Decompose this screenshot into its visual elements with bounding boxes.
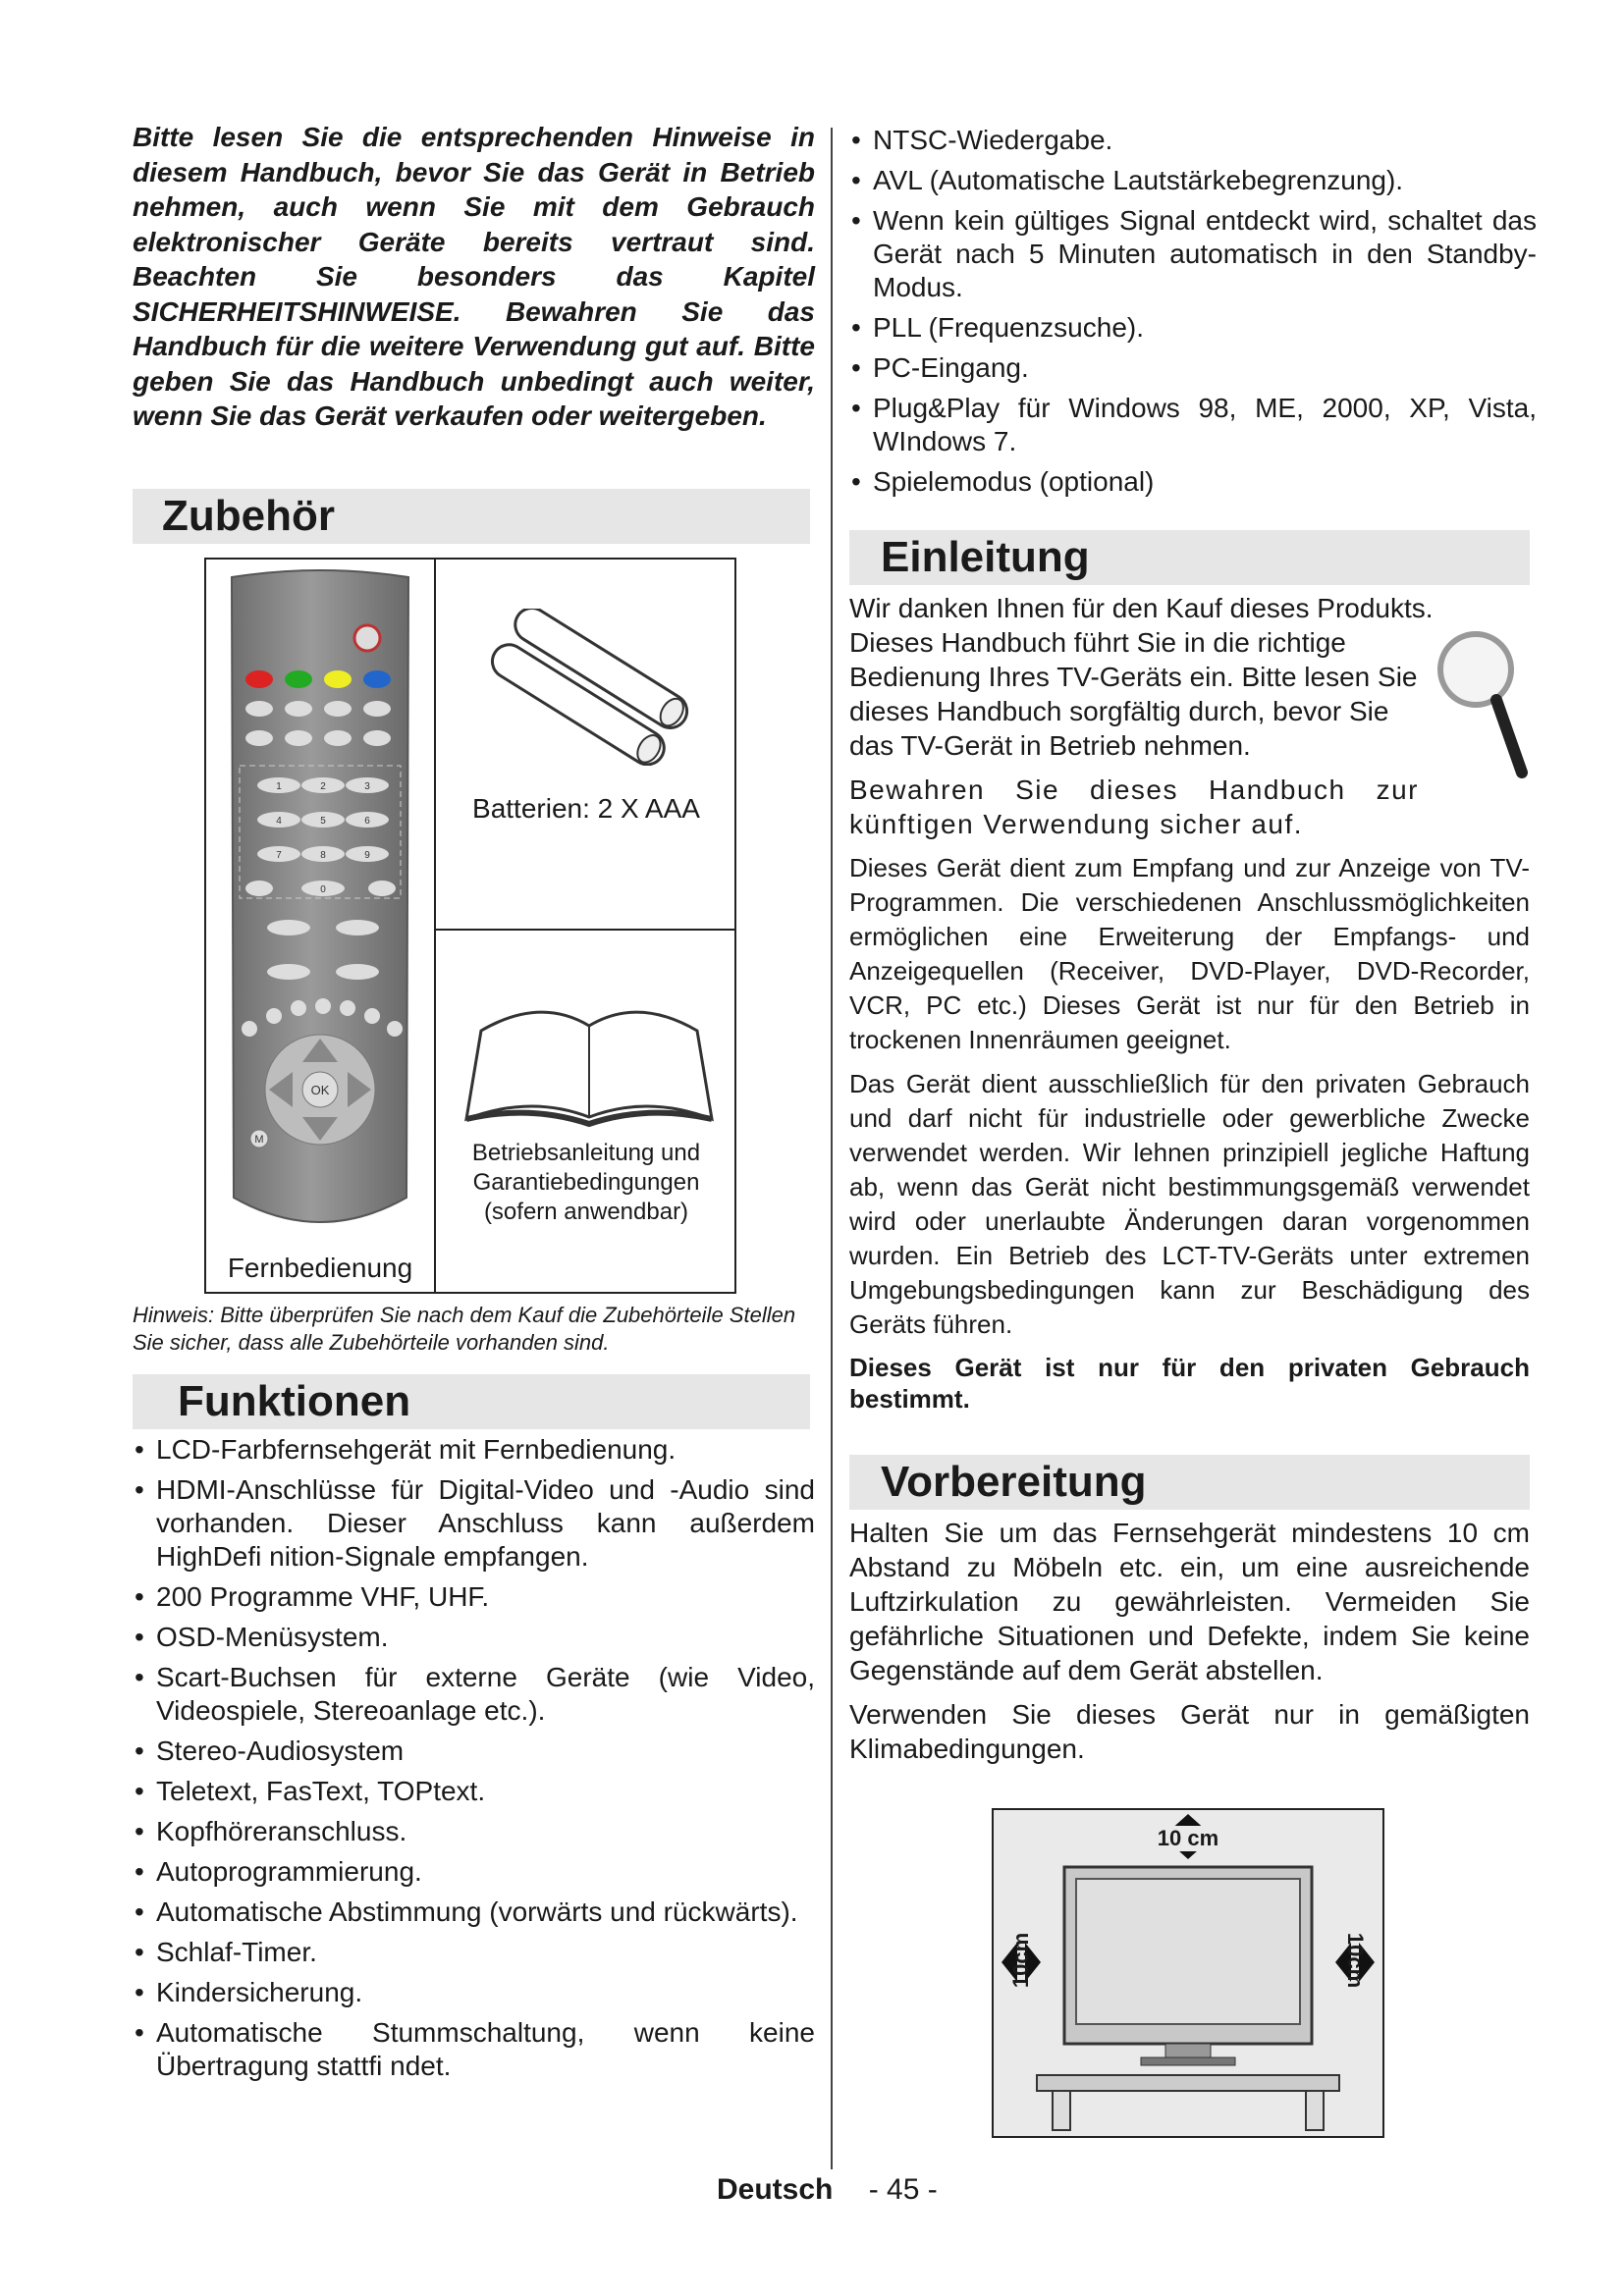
einleitung-body [849, 591, 1530, 1424]
remote-key-6: 6 [364, 816, 370, 827]
remote-key-7: 7 [276, 850, 282, 861]
list-item: • AVL (Automatische Lautstärkebegrenzung). [849, 164, 1537, 197]
list-item: • Autoprogrammierung. [133, 1855, 815, 1889]
list-item: • HDMI-Anschlüsse für Digital-Video und -Audio sind vorhanden. Dieser Anschluss kann außerdem HighDefi nition-Signale empfangen. [133, 1473, 815, 1574]
remote-label: Fernbedienung [227, 1253, 413, 1283]
vorbereitung-p2: Verwenden Sie dieses Gerät nur in gemäßigten Klimabedingungen. [849, 1699, 1530, 1764]
remote-key-9: 9 [364, 850, 370, 861]
section-title-einleitung: Einleitung [849, 530, 1530, 585]
list-item: • Kopfhöreranschluss. [133, 1815, 815, 1848]
section-title-vorbereitung: Vorbereitung [849, 1455, 1530, 1510]
tv-spacing-figure [992, 1808, 1384, 2138]
manual-illustration [461, 1001, 717, 1129]
intro-text: Bitte lesen Sie die entsprechenden Hinweise in diesem Handbuch, bevor Sie das Gerät in Betrieb nehmen, auch wenn Sie mit dem Gebrauch elektronischer Geräte bereits vertraut sind. Beachten Sie besonders das Kapitel SICHERHEITSHINWEISE. Bewahren Sie das Handbuch für die weitere Verwendung gut auf. Bitte geben Sie das Handbuch unbedingt auch weiter, wenn Sie das Gerät verkaufen oder weitergeben. [133, 122, 815, 431]
einleitung-p5: Das Gerät dient ausschließlich für den privaten Gebrauch und darf nicht für industrielle oder gewerbliche Zwecke verwendet werden. Wir lehnen prinzipiell jegliche Haftung ab, wenn das Gerät nicht bestimmungsgemäß verwendet wird oder unerlaubte Änderungen daran vorgenommen wurden. Ein Betrieb des LCT-TV-Geräts unter extremen Umgebungsbedingungen kann zur Beschädigung des Geräts führen. [849, 1069, 1530, 1339]
remote-key-4: 4 [276, 816, 282, 827]
remote-key-3: 3 [364, 781, 370, 792]
magnifier-icon [1432, 625, 1530, 782]
list-item: • Schlaf-Timer. [133, 1936, 815, 1969]
remote-m-key: M [254, 1134, 264, 1146]
list-item: • Stereo-Audiosystem [133, 1735, 815, 1768]
remote-key-0: 0 [320, 884, 326, 895]
einleitung-p2: Dieses Handbuch führt Sie in die richtige Bedienung Ihres TV-Geräts ein. Bitte lesen Sie dieses Handbuch sorgfältig durch, bevor Sie das TV-Gerät in Betrieb nehmen. [849, 627, 1418, 761]
column-divider [831, 128, 833, 2169]
accessories-hint: Hinweis: Bitte überprüfen Sie nach dem Kauf die Zubehörteile Stellen Sie sicher, dass alle Zubehörteile vorhanden sind. [133, 1303, 796, 1355]
remote-control-illustration [220, 569, 421, 1242]
list-item: • NTSC-Wiedergabe. [849, 124, 1537, 157]
einleitung-p4: Dieses Gerät dient zum Empfang und zur Anzeige von TV-Programmen. Die verschiedenen Anschlussmöglichkeiten ermöglichen eine Erweiterung der Empfangs- und Anzeigequellen (Receiver, DVD-Player, DVD-Recorder, VCR, PC etc.) Dieses Gerät ist nur für den Betrieb in trockenen Innenräumen geeignet. [849, 853, 1530, 1054]
feature-list [133, 1433, 815, 2090]
batteries-illustration [471, 609, 707, 766]
accessories-box [204, 558, 736, 1294]
list-item: • Wenn kein gültiges Signal entdeckt wird, schaltet das Gerät nach 5 Minuten automatisch in den Standby-Modus. [849, 204, 1537, 304]
distance-top-label: 10 cm [1141, 1826, 1235, 1851]
left-column [133, 120, 815, 434]
list-item: • LCD-Farbfernsehgerät mit Fernbedienung. [133, 1433, 815, 1467]
list-item: • PC-Eingang. [849, 351, 1537, 385]
section-title-funktionen: Funktionen [133, 1374, 810, 1429]
remote-key-1: 1 [276, 781, 282, 792]
list-item: • Automatische Stummschaltung, wenn keine Übertragung stattfi ndet. [133, 2016, 815, 2083]
page-number: - 45 - [868, 2173, 938, 2206]
manual-label [436, 1139, 736, 1227]
feature-list-continued [849, 124, 1537, 506]
distance-left-label: 10cm [1008, 1932, 1033, 1989]
vorbereitung-body [849, 1516, 1530, 1776]
remote-key-8: 8 [320, 850, 326, 861]
list-item: • Plug&Play für Windows 98, ME, 2000, XP, Vista, WIndows 7. [849, 392, 1537, 458]
list-item: • PLL (Frequenzsuche). [849, 311, 1537, 345]
remote-key-5: 5 [320, 816, 326, 827]
page-footer [717, 2173, 938, 2207]
vorbereitung-p1: Halten Sie um das Fernsehgerät mindestens 10 cm Abstand zu Möbeln etc. ein, um eine ausreichende Luftzirkulation zu gewährleisten. Vermeiden Sie gefährliche Situationen und Defekte, indem Sie keine Gegenstände auf dem Gerät abstellen. [849, 1518, 1530, 1685]
distance-right-label: 10cm [1343, 1932, 1368, 1989]
remote-key-2: 2 [320, 781, 326, 792]
list-item: • Teletext, FasText, TOPtext. [133, 1775, 815, 1808]
list-item: • Kindersicherung. [133, 1976, 815, 2009]
list-item: • Scart-Buchsen für externe Geräte (wie Video, Videospiele, Stereoanlage etc.). [133, 1661, 815, 1728]
einleitung-p1: Wir danken Ihnen für den Kauf dieses Produkts. [849, 593, 1434, 623]
batteries-label: Batterien: 2 X AAA [472, 793, 700, 824]
einleitung-p3: Bewahren Sie dieses Handbuch zur künftigen Verwendung sicher auf. [849, 774, 1419, 839]
list-item: • 200 Programme VHF, UHF. [133, 1580, 815, 1614]
footer-language: Deutsch [717, 2173, 834, 2206]
list-item: • Spielemodus (optional) [849, 465, 1537, 499]
remote-ok-key: OK [310, 1083, 330, 1097]
manual-label-line1: Betriebsanleitung und [471, 1140, 701, 1166]
einleitung-p6: Dieses Gerät ist nur für den privaten Gebrauch bestimmt. [849, 1353, 1530, 1414]
section-title-zubehoer: Zubehör [133, 489, 810, 544]
manual-label-line3: (sofern anwendbar) [483, 1199, 689, 1225]
manual-label-line2: Garantiebedingungen [472, 1169, 700, 1196]
list-item: • OSD-Menüsystem. [133, 1621, 815, 1654]
list-item: • Automatische Abstimmung (vorwärts und rückwärts). [133, 1896, 815, 1929]
